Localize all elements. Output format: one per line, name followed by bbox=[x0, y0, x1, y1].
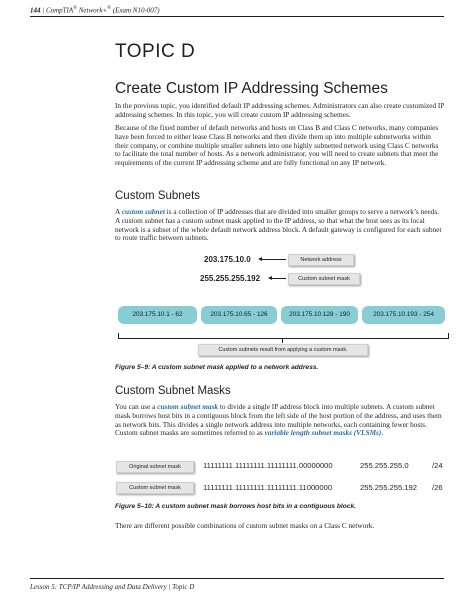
para-text: to divide a single IP address block into multiple subnets. A custom subnet mask borrows host bits in a contiguous block from the left side of the host portion of the address, and uses them as network bits. This divides a single network address into multiple networks, each containing fewer hosts. Custom subnet masks are sometimes referred to as bbox=[115, 402, 442, 438]
original-subnet-mask-label: Original subnet mask bbox=[116, 461, 194, 473]
para-text: . bbox=[381, 428, 384, 438]
custom-subnets-paragraph bbox=[115, 208, 445, 243]
book-title-pre: CompTIA bbox=[45, 6, 74, 15]
registered-mark: ® bbox=[73, 6, 77, 11]
subnet-block-3: 203.175.10.128 - 190 bbox=[281, 306, 358, 324]
book-title-mid: Network+ bbox=[76, 6, 108, 15]
custom-mask-binary: 11111111.11111111.11111111.11000000 bbox=[203, 483, 333, 492]
original-mask-binary: 11111111.11111111.11111111.00000000 bbox=[203, 461, 333, 470]
custom-subnet-mask-row-label: Custom subnet mask bbox=[116, 482, 194, 494]
closing-paragraph: There are different possible combinations of custom subnet masks on a Class C network. bbox=[115, 521, 375, 530]
subnets-brace bbox=[118, 333, 449, 339]
custom-subnets-heading: Custom Subnets bbox=[115, 190, 201, 202]
vlsm-term-link[interactable]: variable length subnet masks (VLSMs) bbox=[264, 428, 382, 438]
network-address-value: 203.175.10.0 bbox=[204, 255, 251, 264]
custom-subnet-mask-label: Custom subnet mask bbox=[288, 273, 360, 285]
custom-subnet-term-link[interactable]: custom subnet bbox=[121, 207, 165, 216]
intro-paragraph: In the previous topic, you identified default IP addressing schemes. Administrators can also create customized IP addressing schemes. In this topic, you will create custom IP addressing schemes. bbox=[115, 101, 445, 119]
header-rule bbox=[30, 16, 444, 17]
figure-5-9-caption: Figure 5–9: A custom subnet mask applied to a network address. bbox=[115, 364, 319, 371]
para-text: A bbox=[115, 207, 122, 216]
figure-5-10-caption: Figure 5–10: A custom subnet mask borrows host bits in a contiguous block. bbox=[115, 503, 356, 510]
custom-subnet-mask-term-link[interactable]: custom subnet mask bbox=[157, 402, 219, 411]
network-address-arrow bbox=[262, 259, 286, 260]
header-separator: | bbox=[42, 6, 45, 15]
subnet-block-1: 203.175.10.1 - 62 bbox=[118, 306, 197, 324]
section-title: Create Custom IP Addressing Schemes bbox=[115, 80, 388, 97]
network-address-label: Network address bbox=[288, 254, 354, 266]
page-number: 144 bbox=[30, 6, 41, 15]
book-title-post: (Exam N10-007) bbox=[111, 6, 160, 15]
para-text: is a collection of IP addresses that are divided into smaller groups to serve a network’s needs. A custom subnet has a custom subnet mask applied to the IP address, so that what the host sees as its local network is a subset of the whole default network address block. A default gateway is configured for each subnet to route traffic between subnets. bbox=[115, 207, 442, 243]
custom-subnet-masks-heading: Custom Subnet Masks bbox=[115, 385, 231, 397]
running-footer: Lesson 5: TCP/IP Addressing and Data Delivery | Topic D bbox=[30, 583, 195, 591]
original-mask-decimal: 255.255.255.0 bbox=[360, 461, 409, 470]
paragraph-2: Because of the fixed number of default networks and hosts on Class B and Class C networks, many companies have been forced to either lease Class B networks and then divide them up into multiple subnetworks within their company, or combine multiple smaller subnets into one highly subnetted network using Class C networks to facilitate the total number of hosts. As a network administrator, you will need to create subnets that meet the requirements of the current IP addressing scheme and are fully functional on any IP network. bbox=[115, 123, 439, 168]
registered-mark-2: ® bbox=[107, 6, 111, 11]
custom-mask-cidr: /26 bbox=[432, 483, 443, 492]
running-header bbox=[30, 6, 160, 14]
para-text: You can use a bbox=[115, 402, 158, 411]
subnet-mask-arrow bbox=[272, 278, 286, 279]
subnet-mask-value: 255.255.255.192 bbox=[200, 274, 261, 283]
original-mask-cidr: /24 bbox=[432, 461, 443, 470]
custom-mask-decimal: 255.255.255.192 bbox=[360, 483, 418, 492]
custom-subnets-result-label: Custom subnets result from applying a custom mask. bbox=[198, 344, 368, 356]
subnet-block-2: 203.175.10.65 - 126 bbox=[201, 306, 277, 324]
custom-subnet-masks-paragraph bbox=[115, 403, 445, 438]
subnet-block-4: 203.175.10.193 - 254 bbox=[362, 306, 445, 324]
subnets-brace-stem bbox=[282, 338, 283, 343]
footer-rule bbox=[30, 578, 444, 579]
topic-heading: TOPIC D bbox=[115, 41, 196, 62]
